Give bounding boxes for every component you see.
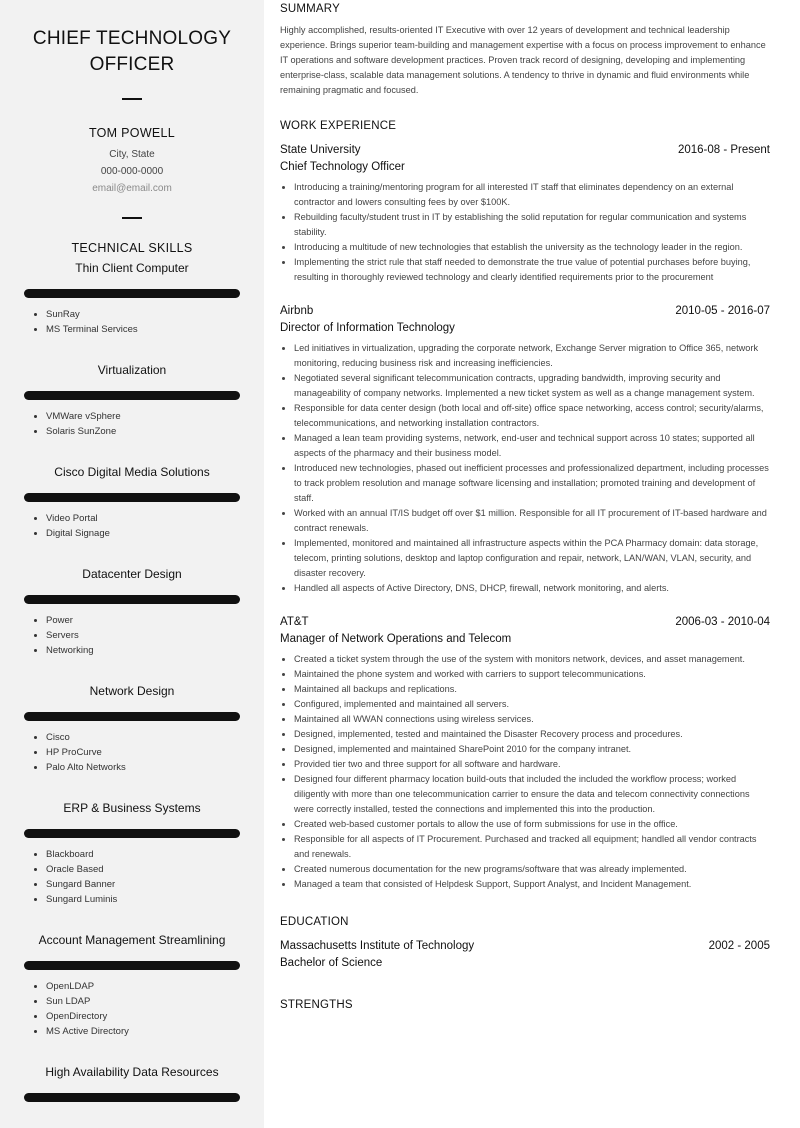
job-bullet: • Maintained the phone system and worked with carriers to support telecommunications. xyxy=(294,667,770,682)
skill-level-bar xyxy=(24,961,240,970)
company-name: Airbnb xyxy=(280,305,314,317)
skill-item: • MS Terminal Services xyxy=(46,322,264,337)
job-bullet: • Maintained all WWAN connections using wireless services. xyxy=(294,712,770,727)
skills-heading: TECHNICAL SKILLS xyxy=(71,241,193,255)
skill-item: • OpenLDAP xyxy=(46,979,264,994)
skill-level-bar xyxy=(24,595,240,604)
job-role: Chief Technology Officer xyxy=(280,161,405,173)
contact-info xyxy=(0,146,264,197)
main-content xyxy=(280,0,770,1011)
skill-item: • OpenDirectory xyxy=(46,1009,264,1024)
skill-item: • MS Active Directory xyxy=(46,1024,264,1039)
job-entry xyxy=(280,144,770,285)
job-bullet: • Managed a team that consisted of Helpdesk Support, Support Analyst, and Incident Management. xyxy=(294,877,770,892)
skill-items xyxy=(0,979,264,1039)
skill-item: • Cisco xyxy=(46,730,264,745)
skill-group xyxy=(0,933,264,1039)
skill-group xyxy=(0,465,264,541)
skill-name: Cisco Digital Media Solutions xyxy=(54,465,210,479)
skill-name: ERP & Business Systems xyxy=(63,801,201,815)
skill-name: Thin Client Computer xyxy=(75,261,189,275)
job-bullets xyxy=(280,652,770,892)
job-bullet: • Handled all aspects of Active Directory, DNS, DHCP, firewall, network monitoring, and alerts. xyxy=(294,581,770,596)
job-bullet: • Created numerous documentation for the new programs/software that was already implemented. xyxy=(294,862,770,877)
skill-item: • Palo Alto Networks xyxy=(46,760,264,775)
job-bullet: • Responsible for all aspects of IT Procurement. Purchased and tracked all equipment; handled all vendor contracts and renewals. xyxy=(294,832,770,862)
job-title-heading: CHIEF TECHNOLOGY OFFICER xyxy=(32,28,232,75)
job-bullet: • Managed a lean team providing systems, network, end-user and technical support across 10 states; supported all aspects of the pharmacy and their business model. xyxy=(294,431,770,461)
summary-heading: SUMMARY xyxy=(280,3,340,15)
skill-name: Virtualization xyxy=(97,363,167,377)
skill-item: • Sungard Luminis xyxy=(46,892,264,907)
job-bullet: • Worked with an annual IT/IS budget off over $1 million. Responsible for all IT procurement of IT-based hardware and contract renewals. xyxy=(294,506,770,536)
skill-group xyxy=(0,1065,264,1102)
summary-text: Highly accomplished, results-oriented IT Executive with over 12 years of development and technical leadership experience. Brings superior team-building and management expertise with a focus on process improvement to enhance IT operations and software development practices. Proven track record of designing, developing and implementing enterprise-class, scalable data management solutions. A tendency to thrive in dynamic and fluid environments while remaining pragmatic and focused. xyxy=(280,25,766,95)
skill-items xyxy=(0,613,264,658)
skill-items xyxy=(0,511,264,541)
job-dates: 2006-03 - 2010-04 xyxy=(675,616,770,628)
skill-group xyxy=(0,801,264,907)
job-bullet: • Introducing a training/mentoring program for all interested IT staff that eliminates dependency on an external contractor and lowers consulting fees by over $100K. xyxy=(294,180,770,210)
work-heading: WORK EXPERIENCE xyxy=(280,120,397,132)
job-dates: 2016-08 - Present xyxy=(677,144,770,156)
job-bullet: • Designed, implemented and maintained SharePoint 2010 for the company intranet. xyxy=(294,742,770,757)
skills-list xyxy=(0,261,264,1102)
skill-name: High Availability Data Resources xyxy=(45,1065,219,1079)
phone: 000-000-0000 xyxy=(100,166,164,177)
job-bullets xyxy=(280,180,770,285)
email-link[interactable]: email@email.com xyxy=(92,183,172,194)
company-name: State University xyxy=(280,144,361,156)
skill-level-bar xyxy=(24,712,240,721)
job-header xyxy=(280,144,770,156)
job-bullet: • Responsible for data center design (both local and off-site) office space networking, access control; security/alarms, telecommunications, and networking installation contractors. xyxy=(294,401,770,431)
skill-level-bar xyxy=(24,493,240,502)
job-dates: 2010-05 - 2016-07 xyxy=(675,305,770,317)
skill-item: • HP ProCurve xyxy=(46,745,264,760)
skill-level-bar xyxy=(24,829,240,838)
company-name: AT&T xyxy=(280,616,309,628)
candidate-name: TOM POWELL xyxy=(88,126,176,140)
skill-name: Account Management Streamlining xyxy=(38,933,226,947)
skill-item: • Video Portal xyxy=(46,511,264,526)
skill-items xyxy=(0,847,264,907)
education-heading: EDUCATION xyxy=(280,916,349,928)
job-bullet: • Designed four different pharmacy location build-outs that included the included the workflow process; worked diligently with more than one telecommunication carrier to ensure the data and telecom connectivity connections were correctly installed, tested the connections and implemented this into the production. xyxy=(294,772,770,817)
skill-name: Network Design xyxy=(89,684,175,698)
skill-name: Datacenter Design xyxy=(82,567,182,581)
skill-item: • Sungard Banner xyxy=(46,877,264,892)
job-bullet: • Introducing a multitude of new technologies that establish the university as the technology leader in the region. xyxy=(294,240,770,255)
job-bullet: • Negotiated several significant telecommunication contracts, upgrading bandwidth, improving security and manageability of company networks. Implemented a new ticket system as well as a change management system. xyxy=(294,371,770,401)
skill-item: • Servers xyxy=(46,628,264,643)
job-role: Director of Information Technology xyxy=(280,322,455,334)
skill-level-bar xyxy=(24,391,240,400)
job-bullet: • Configured, implemented and maintained all servers. xyxy=(294,697,770,712)
skill-item: • Power xyxy=(46,613,264,628)
education-entry xyxy=(280,940,770,952)
skill-items xyxy=(0,730,264,775)
skill-item: • VMWare vSphere xyxy=(46,409,264,424)
job-bullet: • Maintained all backups and replications. xyxy=(294,682,770,697)
location: City, State xyxy=(109,149,155,160)
divider xyxy=(122,98,142,100)
skill-item: • Sun LDAP xyxy=(46,994,264,1009)
job-bullet: • Implemented, monitored and maintained all infrastructure aspects within the PCA Pharmacy domain: data storage, telecom, printing solutions, desktop and laptop configuration and repair, network, LAN/WAN, VLAN, security, and disaster recovery. xyxy=(294,536,770,581)
job-bullet: • Created a ticket system through the use of the system with monitors network, devices, and asset management. xyxy=(294,652,770,667)
skill-items xyxy=(0,409,264,439)
job-bullets xyxy=(280,341,770,596)
skill-item: • Digital Signage xyxy=(46,526,264,541)
skill-level-bar xyxy=(24,1093,240,1102)
sidebar xyxy=(0,0,264,1128)
skill-item: • SunRay xyxy=(46,307,264,322)
job-bullet: • Provided tier two and three support for all software and hardware. xyxy=(294,757,770,772)
school-name: Massachusetts Institute of Technology xyxy=(280,940,475,952)
skill-items xyxy=(0,307,264,337)
job-header xyxy=(280,305,770,317)
skill-item: • Solaris SunZone xyxy=(46,424,264,439)
skill-item: • Oracle Based xyxy=(46,862,264,877)
job-entry xyxy=(280,305,770,596)
skill-level-bar xyxy=(24,289,240,298)
job-bullet: • Introduced new technologies, phased out inefficient processes and professionalized department, including processes to track problem resolution and manage software licensing and installation; promoted training and development of staff. xyxy=(294,461,770,506)
job-bullet: • Created web-based customer portals to allow the use of form submissions for use in the office. xyxy=(294,817,770,832)
skill-item: • Blackboard xyxy=(46,847,264,862)
job-role: Manager of Network Operations and Telecom xyxy=(280,633,512,645)
skill-item: • Networking xyxy=(46,643,264,658)
degree: Bachelor of Science xyxy=(280,957,383,969)
job-bullet: • Designed, implemented, tested and maintained the Disaster Recovery process and procedures. xyxy=(294,727,770,742)
job-bullet: • Led initiatives in virtualization, upgrading the corporate network, Exchange Server migration to Office 365, network monitoring, reducing business risk and increasing inefficiencies. xyxy=(294,341,770,371)
job-bullet: • Implementing the strict rule that staff needed to demonstrate the true value of potential purchases before buying, resulting in thoroughly reviewed technology and clearly identified requirements prior to the procurement xyxy=(294,255,770,285)
skill-group xyxy=(0,363,264,439)
job-entry xyxy=(280,616,770,892)
education-dates: 2002 - 2005 xyxy=(708,940,770,952)
strengths-heading: STRENGTHS xyxy=(280,999,353,1011)
divider xyxy=(122,217,142,219)
skill-group xyxy=(0,261,264,337)
job-bullet: • Rebuilding faculty/student trust in IT by establishing the solid reputation for regular communication and systems stability. xyxy=(294,210,770,240)
skill-group xyxy=(0,567,264,658)
jobs-list xyxy=(280,144,770,892)
skill-group xyxy=(0,684,264,775)
job-header xyxy=(280,616,770,628)
